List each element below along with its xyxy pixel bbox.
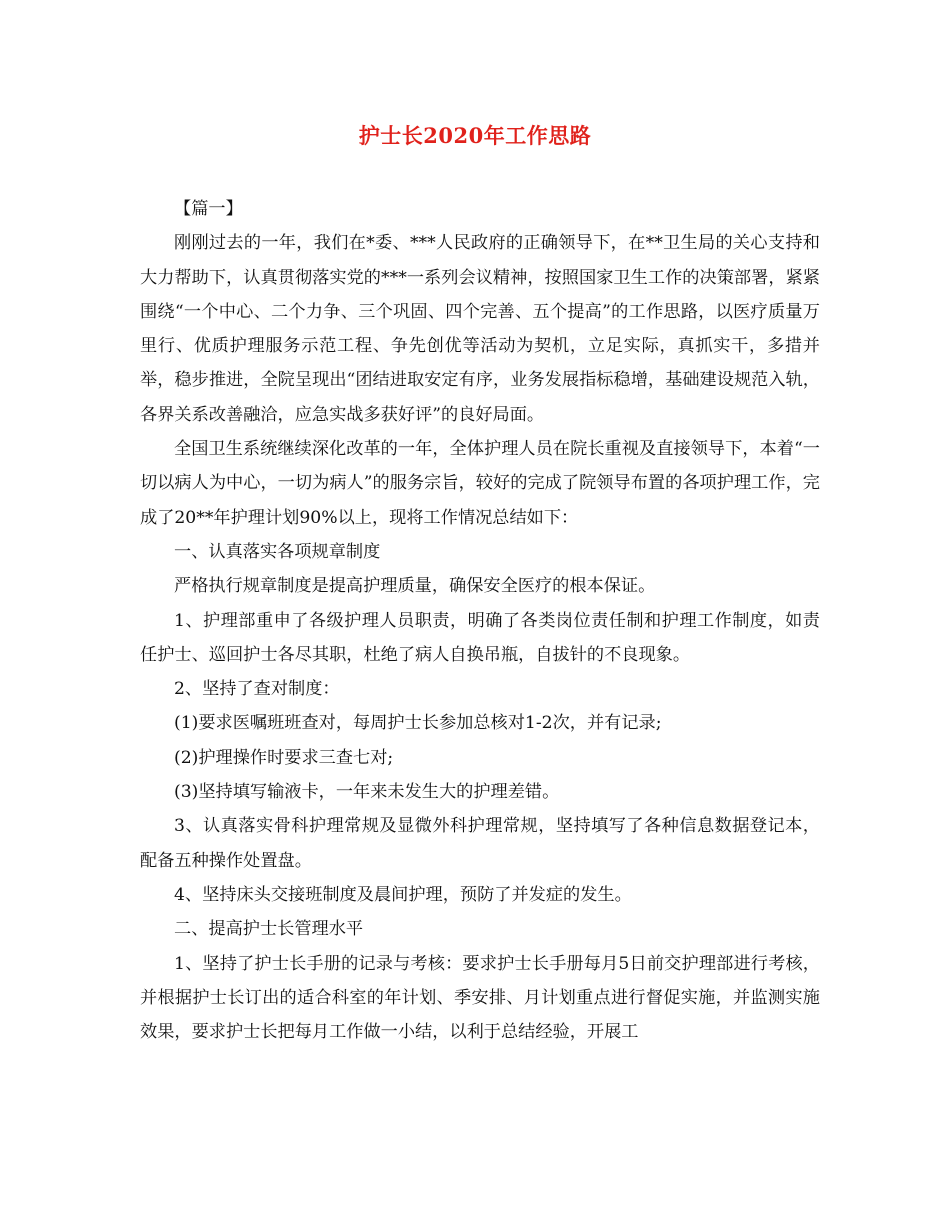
- document-body: [140, 192, 820, 1049]
- section-heading: 二、提高护士长管理水平: [174, 919, 364, 940]
- list-item: 2、坚持了查对制度：: [174, 679, 340, 700]
- sub-list-item: (2)护理操作时要求三查七对;: [174, 747, 394, 768]
- sub-list-item: (3)坚持填写输液卡，一年来未发生大的护理差错。: [174, 782, 560, 803]
- list-item: 4、坚持床头交接班制度及晨间护理，预防了并发症的发生。: [174, 884, 632, 905]
- document-title: 护士长2020年工作思路: [358, 123, 592, 148]
- paragraph: 刚刚过去的一年，我们在*委、***人民政府的正确领导下，在**卫生局的关心支持和大力帮助下，认真贯彻落实党的***一系列会议精神，按照国家卫生工作的决策部署，紧紧围绕“一个中心、二个力争、三个巩固、四个完善、五个提高”的工作思路，以医疗质量万里行、优质护理服务示范工程、争先创优等活动为契机，立足实际，真抓实干，多措并举，稳步推进，全院呈现出“团结进取安定有序，业务发展指标稳增，基础建设规范入轨，各界关系改善融洽，应急实战多获好评”的良好局面。: [140, 233, 820, 425]
- paragraph: 全国卫生系统继续深化改革的一年，全体护理人员在院长重视及直接领导下，本着“一切以病人为中心，一切为病人”的服务宗旨，较好的完成了院领导布置的各项护理工作，完成了20**年护理计划90%以上，现将工作情况总结如下：: [140, 439, 820, 528]
- section-heading: 一、认真落实各项规章制度: [174, 541, 381, 562]
- paragraph: 严格执行规章制度是提高护理质量，确保安全医疗的根本保证。: [174, 576, 656, 597]
- section-heading-part-one: 【篇一】: [174, 199, 243, 219]
- list-item: 1、护理部重申了各级护理人员职责，明确了各类岗位责任制和护理工作制度，如责任护士、巡回护士各尽其职，杜绝了病人自换吊瓶，自拔针的不良现象。: [140, 610, 820, 665]
- sub-list-item: (1)要求医嘱班班查对，每周护士长参加总核对1-2次，并有记录;: [174, 713, 662, 734]
- list-item: 3、认真落实骨科护理常规及显微外科护理常规，坚持填写了各种信息数据登记本，配备五种操作处置盘。: [140, 816, 820, 871]
- list-item: 1、坚持了护士长手册的记录与考核：要求护士长手册每月5日前交护理部进行考核，并根据护士长订出的适合科室的年计划、季安排、月计划重点进行督促实施，并监测实施效果，要求护士长把每月工作做一小结，以利于总结经验，开展工: [140, 953, 820, 1043]
